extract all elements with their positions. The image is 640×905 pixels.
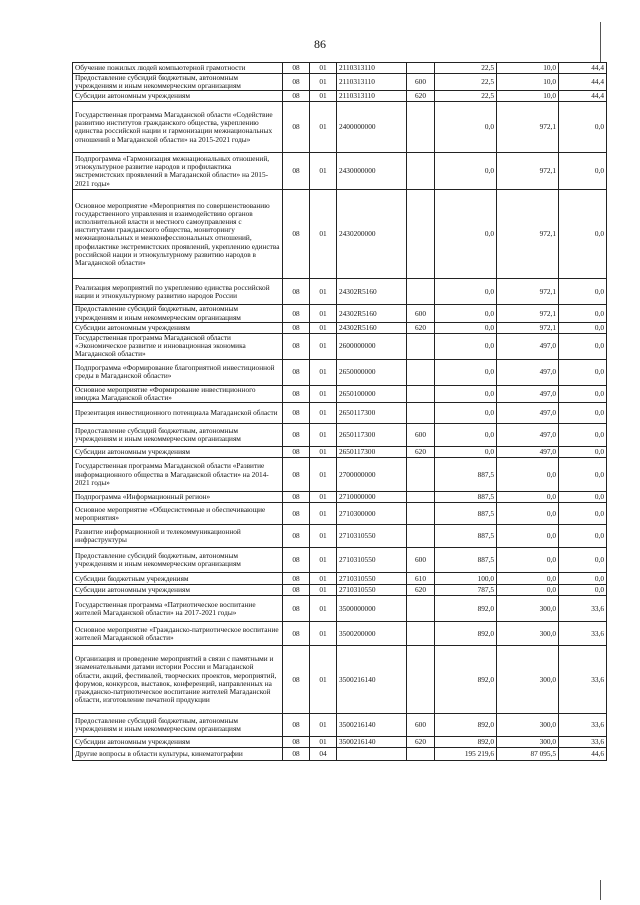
cell-amount-executed: 10,0 [497, 91, 559, 102]
cell-target-article: 2400000000 [337, 102, 407, 153]
cell-subsection: 01 [310, 447, 337, 458]
cell-amount-plan: 892,0 [435, 714, 497, 737]
table-row [73, 585, 607, 596]
cell-name: Субсидии автономным учреждениям [73, 447, 283, 458]
cell-target-article: 2710310550 [337, 548, 407, 573]
table-row [73, 596, 607, 622]
cell-subsection: 01 [310, 63, 337, 74]
cell-name: Развитие информационной и телекоммуникационной инфраструктуры [73, 525, 283, 548]
cell-name: Субсидии бюджетным учреждениям [73, 573, 283, 585]
table-row [73, 359, 607, 385]
cell-section: 08 [283, 190, 310, 279]
cell-subsection: 01 [310, 74, 337, 91]
cell-target-article: 2110313110 [337, 74, 407, 91]
cell-amount-executed: 497,0 [497, 385, 559, 402]
cell-expense-type [407, 492, 435, 503]
cell-amount-executed: 972,1 [497, 279, 559, 305]
cell-subsection: 01 [310, 548, 337, 573]
cell-target-article: 2650117300 [337, 424, 407, 447]
cell-section: 08 [283, 596, 310, 622]
cell-expense-type: 620 [407, 585, 435, 596]
page-number: 86 [314, 37, 326, 51]
cell-name: Субсидии автономным учреждениям [73, 322, 283, 333]
cell-target-article: 3500200000 [337, 622, 407, 646]
cell-expense-type [407, 458, 435, 492]
cell-subsection: 01 [310, 91, 337, 102]
cell-section: 08 [283, 573, 310, 585]
cell-amount-plan: 892,0 [435, 596, 497, 622]
table-row [73, 622, 607, 646]
cell-amount-executed: 972,1 [497, 190, 559, 279]
cell-name: Основное мероприятие «Общесистемные и обеспечивающие мероприятия» [73, 503, 283, 525]
cell-name: Государственная программа Магаданской области «Развитие информационного общества в Магаданской области» на 2014-2021 годы» [73, 458, 283, 492]
cell-section: 08 [283, 458, 310, 492]
cell-subsection: 01 [310, 585, 337, 596]
cell-target-article: 2600000000 [337, 333, 407, 359]
cell-target-article: 2700000000 [337, 458, 407, 492]
cell-subsection: 01 [310, 190, 337, 279]
cell-name: Предоставление субсидий бюджетным, автономным учреждениям и иным некоммерческим организациям [73, 305, 283, 322]
cell-amount-plan: 22,5 [435, 91, 497, 102]
cell-section: 08 [283, 305, 310, 322]
cell-percent: 44,4 [559, 91, 607, 102]
cell-section: 08 [283, 622, 310, 646]
table-row [73, 737, 607, 748]
cell-amount-executed: 972,1 [497, 153, 559, 190]
cell-section: 08 [283, 737, 310, 748]
cell-amount-plan: 0,0 [435, 190, 497, 279]
table-row [73, 102, 607, 153]
cell-percent: 0,0 [559, 190, 607, 279]
table-row [73, 458, 607, 492]
cell-expense-type: 620 [407, 447, 435, 458]
cell-section: 08 [283, 646, 310, 714]
cell-percent: 0,0 [559, 333, 607, 359]
cell-amount-plan: 22,5 [435, 63, 497, 74]
cell-section: 08 [283, 503, 310, 525]
cell-amount-executed: 972,1 [497, 102, 559, 153]
cell-amount-executed: 10,0 [497, 74, 559, 91]
cell-target-article: 2710310550 [337, 573, 407, 585]
cell-subsection: 01 [310, 573, 337, 585]
cell-section: 08 [283, 322, 310, 333]
cell-target-article: 2710310550 [337, 585, 407, 596]
cell-name: Субсидии автономным учреждениям [73, 91, 283, 102]
cell-subsection: 01 [310, 424, 337, 447]
cell-amount-executed: 972,1 [497, 322, 559, 333]
cell-target-article: 2110313110 [337, 91, 407, 102]
cell-amount-plan: 887,5 [435, 492, 497, 503]
cell-subsection: 01 [310, 403, 337, 424]
cell-amount-executed: 0,0 [497, 503, 559, 525]
cell-amount-executed: 0,0 [497, 492, 559, 503]
cell-name: Презентация инвестиционного потенциала Магаданской области [73, 403, 283, 424]
cell-percent: 44,4 [559, 74, 607, 91]
cell-section: 08 [283, 748, 310, 761]
cell-subsection: 01 [310, 622, 337, 646]
table-row [73, 333, 607, 359]
cell-expense-type [407, 279, 435, 305]
cell-amount-plan: 787,5 [435, 585, 497, 596]
table-row [73, 492, 607, 503]
cell-target-article: 24302R5160 [337, 279, 407, 305]
cell-subsection: 01 [310, 646, 337, 714]
cell-expense-type: 610 [407, 573, 435, 585]
cell-percent: 44,4 [559, 63, 607, 74]
table-row [73, 385, 607, 402]
cell-amount-executed: 10,0 [497, 63, 559, 74]
cell-target-article: 2710310550 [337, 525, 407, 548]
cell-section: 08 [283, 279, 310, 305]
cell-expense-type [407, 748, 435, 761]
cell-name: Предоставление субсидий бюджетным, автономным учреждениям и иным некоммерческим организациям [73, 74, 283, 91]
cell-name: Государственная программа «Патриотическое воспитание жителей Магаданской области» на 2017-2021 годы» [73, 596, 283, 622]
cell-amount-plan: 892,0 [435, 737, 497, 748]
cell-target-article [337, 748, 407, 761]
cell-amount-plan: 887,5 [435, 503, 497, 525]
cell-target-article: 3500000000 [337, 596, 407, 622]
table-body [73, 63, 607, 761]
cell-amount-plan: 0,0 [435, 153, 497, 190]
cell-amount-plan: 887,5 [435, 548, 497, 573]
table-row [73, 525, 607, 548]
table-row [73, 447, 607, 458]
cell-expense-type [407, 646, 435, 714]
cell-name: Основное мероприятие «Гражданско-патриотическое воспитание жителей Магаданской области» [73, 622, 283, 646]
cell-percent: 0,0 [559, 279, 607, 305]
cell-name: Предоставление субсидий бюджетным, автономным учреждениям и иным некоммерческим организациям [73, 424, 283, 447]
cell-name: Предоставление субсидий бюджетным, автономным учреждениям и иным некоммерческим организациям [73, 548, 283, 573]
cell-target-article: 2650117300 [337, 403, 407, 424]
cell-amount-executed: 300,0 [497, 596, 559, 622]
cell-percent: 0,0 [559, 548, 607, 573]
cell-target-article: 3500216140 [337, 646, 407, 714]
cell-section: 08 [283, 714, 310, 737]
cell-percent: 33,6 [559, 714, 607, 737]
cell-subsection: 01 [310, 333, 337, 359]
cell-name: Другие вопросы в области культуры, кинематографии [73, 748, 283, 761]
cell-subsection: 01 [310, 714, 337, 737]
cell-subsection: 01 [310, 102, 337, 153]
cell-amount-plan: 0,0 [435, 385, 497, 402]
cell-expense-type [407, 63, 435, 74]
cell-name: Реализация мероприятий по укреплению единства российской нации и этнокультурному развитию народов России [73, 279, 283, 305]
table-row [73, 403, 607, 424]
cell-percent: 0,0 [559, 573, 607, 585]
table-row [73, 153, 607, 190]
cell-amount-executed: 300,0 [497, 737, 559, 748]
cell-percent: 33,6 [559, 622, 607, 646]
cell-target-article: 2710000000 [337, 492, 407, 503]
table-row [73, 714, 607, 737]
cell-percent: 0,0 [559, 503, 607, 525]
cell-section: 08 [283, 447, 310, 458]
cell-expense-type [407, 190, 435, 279]
table-row [73, 305, 607, 322]
cell-name: Субсидии автономным учреждениям [73, 585, 283, 596]
cell-percent: 0,0 [559, 322, 607, 333]
cell-subsection: 01 [310, 322, 337, 333]
cell-expense-type [407, 333, 435, 359]
cell-subsection: 01 [310, 492, 337, 503]
cell-amount-plan: 892,0 [435, 646, 497, 714]
cell-subsection: 01 [310, 596, 337, 622]
cell-amount-executed: 87 095,5 [497, 748, 559, 761]
cell-section: 08 [283, 153, 310, 190]
cell-section: 08 [283, 424, 310, 447]
cell-target-article: 3500216140 [337, 714, 407, 737]
cell-expense-type: 600 [407, 305, 435, 322]
cell-amount-executed: 972,1 [497, 305, 559, 322]
cell-amount-executed: 0,0 [497, 548, 559, 573]
cell-percent: 0,0 [559, 359, 607, 385]
cell-expense-type [407, 596, 435, 622]
cell-target-article: 24302R5160 [337, 305, 407, 322]
table-row [73, 74, 607, 91]
cell-percent: 0,0 [559, 424, 607, 447]
cell-target-article: 2650100000 [337, 385, 407, 402]
cell-name: Государственная программа Магаданской области «Содействие развитию институтов гражданского общества, укреплению единства российской нации и гармонизации межнациональных отношений в Магаданской области» на 2015-2021 годы» [73, 102, 283, 153]
cell-percent: 33,6 [559, 596, 607, 622]
cell-expense-type: 620 [407, 91, 435, 102]
cell-subsection: 01 [310, 458, 337, 492]
cell-percent: 0,0 [559, 447, 607, 458]
cell-subsection: 04 [310, 748, 337, 761]
cell-section: 08 [283, 403, 310, 424]
table-row [73, 322, 607, 333]
cell-name: Государственная программа Магаданской области «Экономическое развитие и инновационная экономика Магаданской области» [73, 333, 283, 359]
cell-target-article: 2710300000 [337, 503, 407, 525]
cell-expense-type [407, 102, 435, 153]
cell-expense-type: 600 [407, 74, 435, 91]
cell-subsection: 01 [310, 503, 337, 525]
cell-expense-type: 600 [407, 424, 435, 447]
cell-amount-plan: 100,0 [435, 573, 497, 585]
cell-section: 08 [283, 359, 310, 385]
table-row [73, 190, 607, 279]
cell-subsection: 01 [310, 525, 337, 548]
cell-amount-executed: 497,0 [497, 447, 559, 458]
cell-amount-executed: 0,0 [497, 525, 559, 548]
cell-percent: 44,6 [559, 748, 607, 761]
cell-section: 08 [283, 492, 310, 503]
cell-expense-type [407, 359, 435, 385]
table-row [73, 748, 607, 761]
budget-table [72, 62, 607, 761]
table-row [73, 548, 607, 573]
cell-expense-type: 620 [407, 322, 435, 333]
cell-section: 08 [283, 585, 310, 596]
cell-amount-plan: 0,0 [435, 447, 497, 458]
cell-amount-plan: 22,5 [435, 74, 497, 91]
cell-section: 08 [283, 333, 310, 359]
table-row [73, 279, 607, 305]
cell-name: Предоставление субсидий бюджетным, автономным учреждениям и иным некоммерческим организациям [73, 714, 283, 737]
cell-subsection: 01 [310, 359, 337, 385]
cell-expense-type [407, 622, 435, 646]
cell-expense-type: 600 [407, 714, 435, 737]
cell-amount-executed: 497,0 [497, 333, 559, 359]
cell-amount-executed: 497,0 [497, 424, 559, 447]
table-row [73, 63, 607, 74]
cell-name: Основное мероприятие «Формирование инвестиционного имиджа Магаданской области» [73, 385, 283, 402]
cell-expense-type [407, 403, 435, 424]
cell-target-article: 2110313110 [337, 63, 407, 74]
cell-name: Субсидии автономным учреждениям [73, 737, 283, 748]
cell-target-article: 2430200000 [337, 190, 407, 279]
cell-percent: 0,0 [559, 153, 607, 190]
cell-amount-executed: 0,0 [497, 585, 559, 596]
cell-target-article: 2430000000 [337, 153, 407, 190]
cell-name: Подпрограмма «Информационный регион» [73, 492, 283, 503]
scan-mark [600, 22, 601, 62]
cell-expense-type: 620 [407, 737, 435, 748]
cell-subsection: 01 [310, 279, 337, 305]
cell-amount-executed: 497,0 [497, 359, 559, 385]
cell-percent: 0,0 [559, 403, 607, 424]
cell-name: Обучение пожилых людей компьютерной грамотности [73, 63, 283, 74]
cell-amount-executed: 300,0 [497, 646, 559, 714]
cell-percent: 0,0 [559, 525, 607, 548]
cell-percent: 0,0 [559, 458, 607, 492]
cell-amount-plan: 892,0 [435, 622, 497, 646]
table-row [73, 503, 607, 525]
table-row [73, 573, 607, 585]
cell-name: Подпрограмма «Гармонизация межнациональных отношений, этнокультурное развитие народов и профилактика экстремистских проявлений в Магаданской области» на 2015-2021 годы» [73, 153, 283, 190]
cell-section: 08 [283, 74, 310, 91]
cell-subsection: 01 [310, 385, 337, 402]
cell-expense-type [407, 385, 435, 402]
cell-target-article: 24302R5160 [337, 322, 407, 333]
cell-target-article: 2650117300 [337, 447, 407, 458]
cell-amount-executed: 300,0 [497, 714, 559, 737]
cell-amount-executed: 0,0 [497, 458, 559, 492]
cell-section: 08 [283, 385, 310, 402]
table-row [73, 91, 607, 102]
cell-amount-plan: 0,0 [435, 279, 497, 305]
cell-subsection: 01 [310, 153, 337, 190]
cell-name: Подпрограмма «Формирование благоприятной инвестиционной среды в Магаданской области» [73, 359, 283, 385]
cell-amount-executed: 0,0 [497, 573, 559, 585]
cell-expense-type [407, 525, 435, 548]
cell-section: 08 [283, 548, 310, 573]
cell-amount-executed: 300,0 [497, 622, 559, 646]
cell-amount-plan: 0,0 [435, 403, 497, 424]
cell-amount-executed: 497,0 [497, 403, 559, 424]
cell-percent: 0,0 [559, 585, 607, 596]
cell-amount-plan: 887,5 [435, 458, 497, 492]
cell-target-article: 2650000000 [337, 359, 407, 385]
cell-section: 08 [283, 91, 310, 102]
cell-percent: 0,0 [559, 102, 607, 153]
cell-subsection: 01 [310, 737, 337, 748]
cell-percent: 0,0 [559, 385, 607, 402]
cell-expense-type [407, 503, 435, 525]
cell-section: 08 [283, 102, 310, 153]
cell-amount-plan: 0,0 [435, 333, 497, 359]
cell-percent: 33,6 [559, 737, 607, 748]
cell-amount-plan: 0,0 [435, 424, 497, 447]
cell-amount-plan: 0,0 [435, 359, 497, 385]
table-row [73, 424, 607, 447]
cell-target-article: 3500216140 [337, 737, 407, 748]
table-row [73, 646, 607, 714]
cell-percent: 0,0 [559, 492, 607, 503]
cell-amount-plan: 887,5 [435, 525, 497, 548]
cell-amount-plan: 0,0 [435, 322, 497, 333]
scan-mark [600, 880, 601, 900]
cell-percent: 0,0 [559, 305, 607, 322]
cell-amount-plan: 0,0 [435, 305, 497, 322]
cell-expense-type [407, 153, 435, 190]
cell-section: 08 [283, 525, 310, 548]
cell-subsection: 01 [310, 305, 337, 322]
cell-amount-plan: 195 219,6 [435, 748, 497, 761]
cell-name: Основное мероприятие «Мероприятия по совершенствованию государственного управления и взаимодействию органов исполнительной власти и местного самоуправления с институтами гражданского общества, мониторингу межнациональных и межконфессиональных отношений, профилактике экстремистских проявлений, укреплению единства российской нации и этнокультурному развитию народов в Магаданской области» [73, 190, 283, 279]
cell-name: Организация и проведение мероприятий в связи с памятными и знаменательными датами истории России и Магаданской области, акций, фестивалей, творческих проектов, мероприятий, форумов, конкурсов, выставок, конференций, направленных на гражданско-патриотическое воспитание жителей Магаданской области, изготовление печатной продукции [73, 646, 283, 714]
cell-amount-plan: 0,0 [435, 102, 497, 153]
cell-percent: 33,6 [559, 646, 607, 714]
cell-expense-type: 600 [407, 548, 435, 573]
cell-section: 08 [283, 63, 310, 74]
